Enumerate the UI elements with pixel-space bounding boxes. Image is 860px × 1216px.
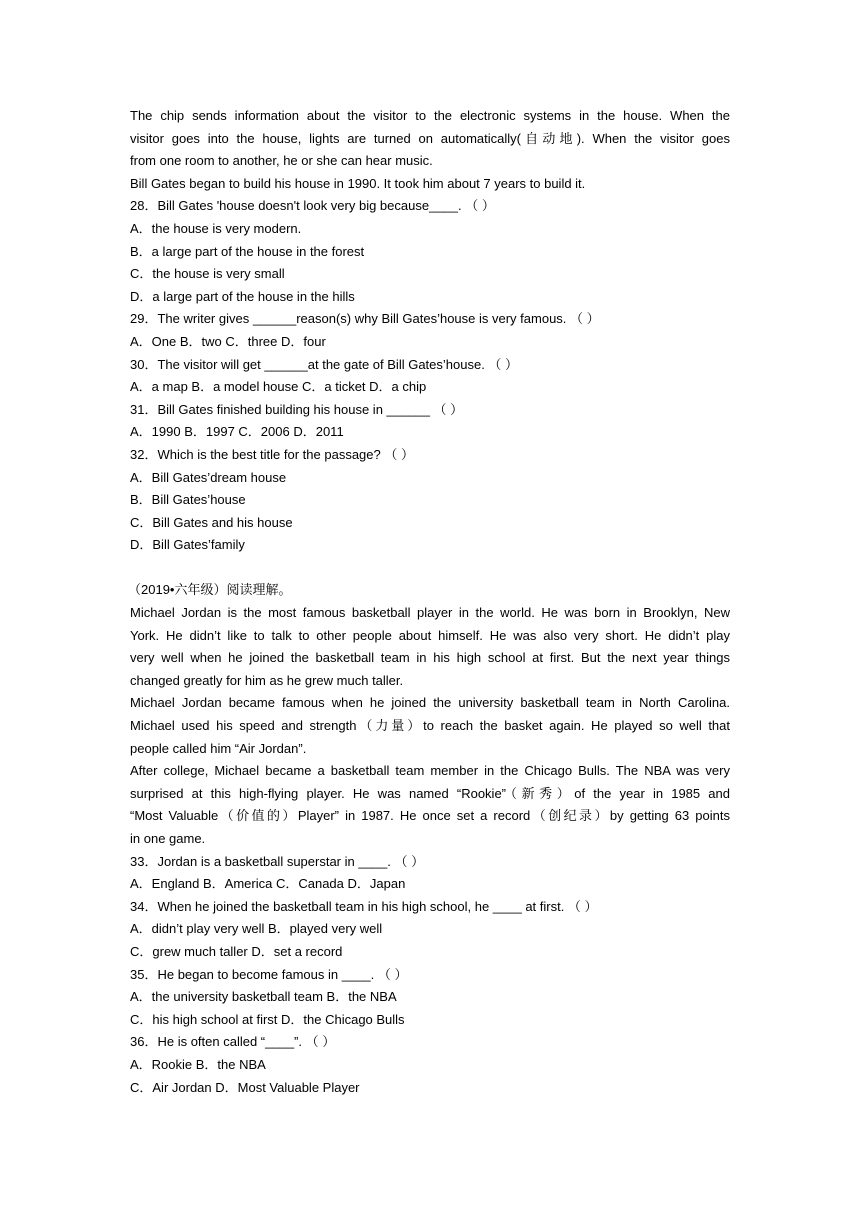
passage-2-line: Michael Jordan is the most famous basketball player in the world. He was born in Brooklyn, New	[130, 605, 730, 621]
question-28: 28．Bill Gates 'house doesn't look very big because____. （ ）	[130, 198, 495, 214]
option-28-c: C．the house is very small	[130, 266, 285, 282]
question-32: 32．Which is the best title for the passage? （ ）	[130, 446, 414, 462]
passage-2-line: surprised at this high-flying player. He was named “Rookie”（新秀）of the year in 1985 and	[130, 785, 730, 801]
question-group-2	[130, 851, 730, 1100]
options-30: A．a map B．a model house C．a ticket D．a chip	[130, 379, 427, 395]
options-29: A．One B．two C．three D．four	[130, 333, 326, 349]
option-32-c: C．Bill Gates and his house	[130, 514, 293, 530]
section-2-header: （2019•六年级）阅读理解。	[128, 582, 292, 598]
question-35: 35．He began to become famous in ____. （ ）	[130, 966, 408, 982]
options-35-ab: A．the university basketball team B．the NBA	[130, 989, 397, 1005]
passage-2-line: in one game.	[130, 831, 206, 846]
passage-2-line: very well when he joined the basketball team in his high school at first. But the next year things	[130, 650, 730, 666]
options-33: A．England B．America C．Canada D．Japan	[130, 876, 406, 892]
question-30: 30．The visitor will get ______at the gate of Bill Gates’house. （ ）	[130, 356, 519, 372]
passage-2	[130, 602, 730, 851]
option-32-d: D．Bill Gates’family	[130, 537, 245, 553]
passage-1-line: visitor goes into the house, lights are turned on automatically(自动地). When the visitor goes	[130, 130, 730, 146]
options-36-cd: C．Air Jordan D．Most Valuable Player	[130, 1079, 360, 1095]
passage-2-line: Michael used his speed and strength（力量）to reach the basket again. He played so well that	[130, 718, 730, 734]
question-36: 36．He is often called “____”. （ ）	[130, 1034, 336, 1050]
question-29: 29．The writer gives ______reason(s) why Bill Gates’house is very famous. （ ）	[130, 311, 600, 327]
options-34-ab: A．didn’t play very well B．played very well	[130, 921, 383, 937]
passage-2-line: people called him “Air Jordan”.	[130, 740, 307, 756]
passage-2-line: York. He didn’t like to talk to other people about himself. He was also very short. He didn’t play	[130, 627, 730, 643]
document-page	[130, 105, 730, 1099]
question-group-1	[130, 195, 730, 557]
passage-1	[130, 105, 730, 195]
passage-2-line: Michael Jordan became famous when he joined the university basketball team in North Carolina.	[130, 695, 730, 711]
option-28-a: A．the house is very modern.	[130, 220, 302, 236]
question-34: 34．When he joined the basketball team in his high school, he ____ at first. （ ）	[130, 898, 598, 914]
passage-2-line: After college, Michael became a basketball team member in the Chicago Bulls. The NBA was very	[130, 763, 730, 779]
passage-1-line: Bill Gates began to build his house in 1990. It took him about 7 years to build it.	[130, 175, 586, 191]
options-31: A．1990 B．1997 C．2006 D．2011	[130, 424, 344, 440]
passage-1-line: The chip sends information about the visitor to the electronic systems in the house. When the	[130, 108, 730, 123]
section-spacer	[130, 557, 730, 580]
question-33: 33．Jordan is a basketball superstar in ____. （ ）	[130, 853, 425, 869]
passage-2-line: changed greatly for him as he grew much taller.	[130, 672, 404, 688]
option-32-b: B．Bill Gates’house	[130, 492, 246, 508]
option-28-d: D．a large part of the house in the hills	[130, 288, 355, 304]
passage-2-line: “Most Valuable（价值的）Player” in 1987. He once set a record（创纪录）by getting 63 points	[130, 808, 730, 824]
options-35-cd: C．his high school at first D．the Chicago Bulls	[130, 1011, 405, 1027]
passage-1-line: from one room to another, he or she can hear music.	[130, 153, 433, 169]
question-31: 31．Bill Gates finished building his house in ______ （ ）	[130, 401, 464, 417]
options-36-ab: A．Rookie B．the NBA	[130, 1056, 266, 1072]
option-28-b: B．a large part of the house in the forest	[130, 243, 365, 259]
option-32-a: A．Bill Gates’dream house	[130, 469, 287, 485]
options-34-cd: C．grew much taller D．set a record	[130, 943, 343, 959]
